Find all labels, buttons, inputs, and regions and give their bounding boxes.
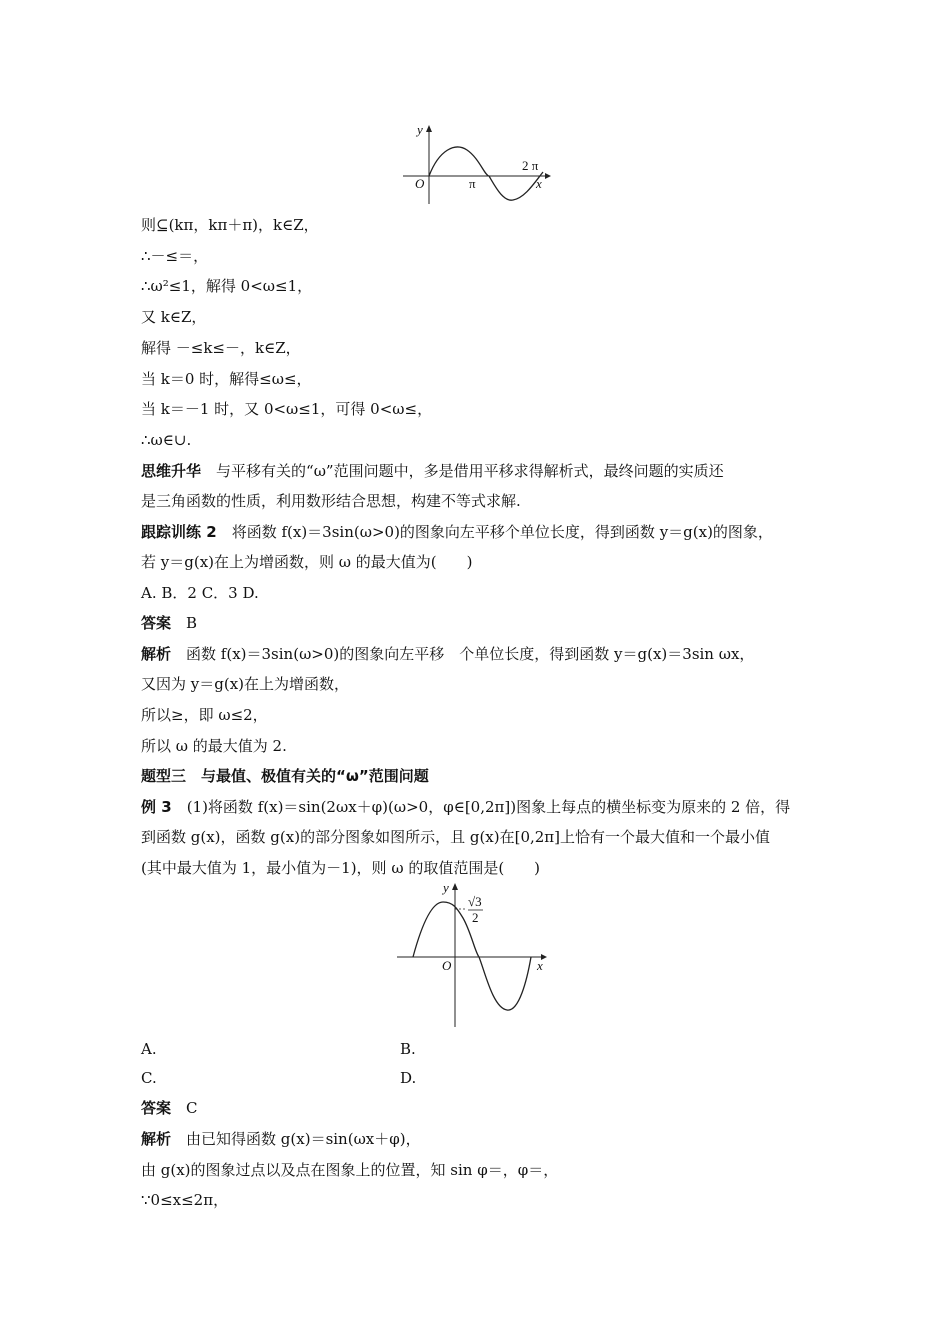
summary-line-2: 是三角函数的性质，利用数形结合思想，构建不等式求解. xyxy=(141,492,521,510)
derivation-line-4: 又 k∈Z， xyxy=(141,308,207,326)
example-3-line-3: (其中最大值为 1，最小值为－1)，则 ω 的取值范围是( ) xyxy=(141,859,541,877)
example-3-text-1: (1)将函数 f(x)＝sin(2ωx＋φ)(ω>0，φ∈[0,2π])图象上每点的横坐标变为原来的 2 倍，得 xyxy=(186,798,791,816)
derivation-line-1: 则⊆(kπ，kπ＋π)，k∈Z， xyxy=(141,216,319,234)
analysis-1-line-4: 所以 ω 的最大值为 2. xyxy=(141,737,287,755)
summary-title: 思维升华 xyxy=(141,462,202,480)
option-d: D. xyxy=(400,1069,417,1087)
x-axis-label: x xyxy=(536,176,542,191)
analysis-2-label: 解析 xyxy=(141,1130,172,1148)
analysis-2-text-1: 由已知得函数 g(x)＝sin(ωx＋φ)， xyxy=(186,1130,421,1148)
answer-1 xyxy=(141,612,197,634)
derivation-line-2: ∴－≤＝， xyxy=(141,247,209,265)
answer-2 xyxy=(141,1097,198,1119)
training-text-1: 将函数 f(x)＝3sin(ω>0)的图象向左平移个单位长度，得到函数 y＝g(x)的图象， xyxy=(231,523,773,541)
training-options: A. B．2 C．3 D. xyxy=(141,584,259,602)
section-3-title: 题型三 与最值、极值有关的“ω”范围问题 xyxy=(141,767,429,785)
summary-text-1: 与平移有关的“ω”范围问题中，多是借用平移求得解析式，最终问题的实质还 xyxy=(216,462,724,480)
analysis-2-line-2: 由 g(x)的图象过点以及点在图象上的位置，知 sin φ＝，φ＝， xyxy=(141,1161,559,1179)
origin-label: O xyxy=(442,958,452,973)
answer-1-value: B xyxy=(186,614,198,632)
option-c: C. xyxy=(141,1069,157,1087)
y-axis-label: y xyxy=(443,880,449,895)
value-label-numerator: √3 xyxy=(468,894,482,909)
example-3-line-2: 到函数 g(x)，函数 g(x)的部分图象如图所示，且 g(x)在[0,2π]上恰有一个最大值和一个最小值 xyxy=(141,828,771,846)
analysis-1-line-3: 所以≥，即 ω≤2， xyxy=(141,706,268,724)
summary-line-1 xyxy=(141,460,724,482)
training-line-2: 若 y＝g(x)在上为增函数，则 ω 的最大值为( ) xyxy=(141,553,473,571)
sine-graph-figure-1 xyxy=(395,120,560,208)
derivation-line-5: 解得 －≤k≤－，k∈Z， xyxy=(141,339,301,357)
analysis-1-label: 解析 xyxy=(141,645,172,663)
derivation-line-3: ∴ω²≤1，解得 0<ω≤1， xyxy=(141,277,313,295)
example-3-label: 例 3 xyxy=(141,798,172,816)
option-b: B. xyxy=(400,1040,416,1058)
value-label-denominator: 2 xyxy=(472,910,479,925)
analysis-2-line-1 xyxy=(141,1128,421,1150)
answer-1-label: 答案 xyxy=(141,614,172,632)
sine-graph-figure-2 xyxy=(393,880,558,1030)
training-title: 跟踪训练 2 xyxy=(141,523,217,541)
y-axis-arrow xyxy=(452,883,458,890)
x-axis-arrow xyxy=(545,173,551,179)
origin-label: O xyxy=(415,176,425,191)
y-axis-arrow xyxy=(426,125,432,132)
option-a: A. xyxy=(141,1040,157,1058)
x-axis-label: x xyxy=(537,958,543,973)
pi-label: π xyxy=(469,176,476,191)
analysis-2-line-3: ∵0≤x≤2π， xyxy=(141,1191,229,1209)
analysis-1-text-1: 函数 f(x)＝3sin(ω>0)的图象向左平移 个单位长度，得到函数 y＝g(x)＝3sin ωx， xyxy=(186,645,755,663)
analysis-1-line-2: 又因为 y＝g(x)在上为增函数， xyxy=(141,675,350,693)
training-line-1 xyxy=(141,521,773,543)
derivation-line-6: 当 k＝0 时，解得≤ω≤， xyxy=(141,370,312,388)
derivation-line-7: 当 k＝－1 时，又 0<ω≤1，可得 0<ω≤， xyxy=(141,400,433,418)
sine-curve xyxy=(429,147,543,200)
answer-2-value: C xyxy=(186,1099,198,1117)
derivation-line-8: ∴ω∈∪. xyxy=(141,431,192,449)
y-axis-label: y xyxy=(417,122,423,137)
example-3-line-1 xyxy=(141,796,790,818)
two-pi-label: 2 π xyxy=(522,158,539,173)
answer-2-label: 答案 xyxy=(141,1099,172,1117)
analysis-1-line-1 xyxy=(141,643,754,665)
